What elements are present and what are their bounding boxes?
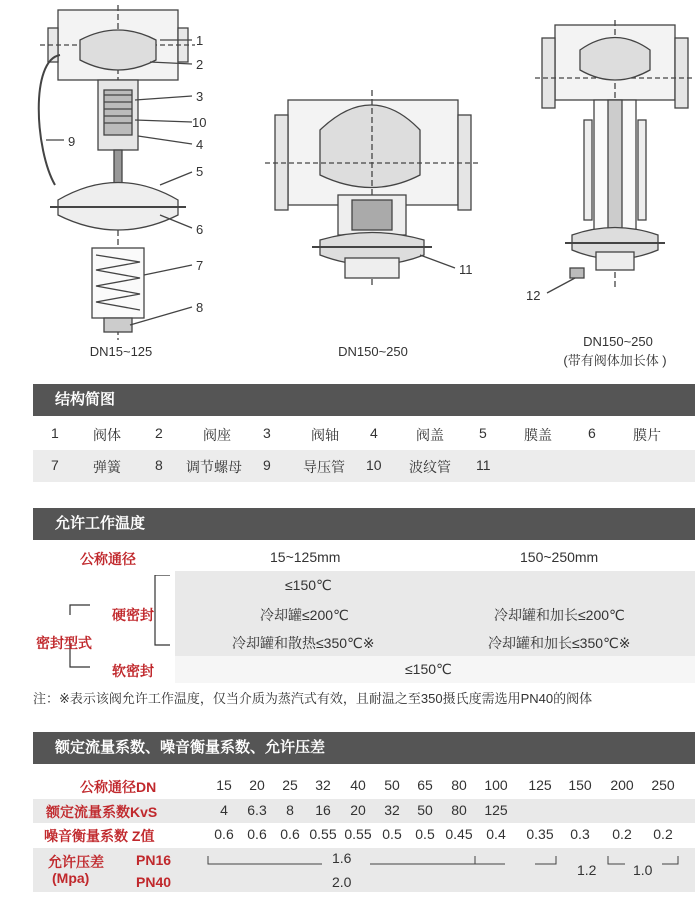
- z-value: 0.55: [344, 826, 372, 842]
- callout-5: 5: [196, 164, 204, 179]
- kvs-value: 125: [484, 802, 508, 818]
- pressure-range-lines: [200, 852, 695, 892]
- pn16-label: PN16: [136, 852, 172, 868]
- part-number: 9: [263, 457, 271, 473]
- z-value: 0.5: [415, 826, 435, 842]
- dn-value: 80: [451, 777, 467, 793]
- structure-row-1: [33, 418, 695, 450]
- z-value: 0.2: [612, 826, 632, 842]
- part-number: 11: [476, 457, 491, 473]
- z-value: 0.35: [526, 826, 554, 842]
- dn-value: 25: [282, 777, 298, 793]
- callout-6: 6: [196, 222, 204, 237]
- temperature-section-title: 允许工作温度: [33, 508, 695, 540]
- kvs-value: 16: [315, 802, 331, 818]
- part-name: 膜盖: [524, 427, 552, 443]
- dn-value: 65: [417, 777, 433, 793]
- dp-unit: (Mpa): [52, 870, 90, 886]
- callout-11: 11: [459, 262, 473, 277]
- dn-row-label: 公称通径DN: [80, 779, 157, 795]
- callout-1: 1: [196, 33, 204, 48]
- part-name: 膜片: [633, 427, 661, 443]
- pn40-dn15-100: 2.0: [332, 874, 352, 890]
- caption-left: DN15~125: [89, 344, 153, 359]
- part-number: 3: [263, 425, 271, 441]
- structure-section-title: 结构简图: [33, 384, 695, 416]
- part-number: 8: [155, 457, 163, 473]
- dp-label: 允许压差: [48, 854, 104, 870]
- kvs-value: 80: [451, 802, 467, 818]
- temp-soft: ≤150℃: [405, 661, 452, 677]
- pn16-dn15-100: 1.6: [332, 850, 352, 866]
- callout-4: 4: [196, 137, 204, 152]
- dn-value: 150: [568, 777, 592, 793]
- temperature-note: 注：※表示该阀允许工作温度，仅当介质为蒸汽式有效，且耐温之至350摄氏度需选用PN40的阀体: [33, 691, 593, 706]
- dp-dn150: 1.2: [577, 862, 597, 878]
- part-number: 2: [155, 425, 163, 441]
- z-value: 0.6: [280, 826, 300, 842]
- callout-9: 9: [68, 134, 76, 149]
- z-row-label: 噪音衡量系数 Z值: [44, 828, 155, 844]
- part-name: 波纹管: [409, 459, 451, 475]
- dn-value: 32: [315, 777, 331, 793]
- temp-hard-row3-col1: 冷却罐和散热≤350℃※: [232, 635, 375, 651]
- z-value: 0.5: [382, 826, 402, 842]
- nominal-diameter-label: 公称通径: [80, 551, 136, 567]
- seal-type-label: 密封型式: [36, 635, 92, 651]
- part-number: 1: [51, 425, 59, 441]
- caption-middle: DN150~250: [338, 344, 408, 359]
- part-name: 弹簧: [93, 459, 121, 475]
- part-name: 阀座: [203, 427, 231, 443]
- caption-right-line1: DN150~250: [583, 334, 653, 349]
- valve-drawings: [0, 0, 695, 380]
- part-number: 6: [588, 425, 596, 441]
- part-name: 阀轴: [311, 427, 339, 443]
- callout-3: 3: [196, 89, 204, 104]
- caption-right-line2: (带有阀体加长体 ): [563, 353, 667, 368]
- kvs-value: 6.3: [247, 802, 267, 818]
- part-number: 10: [366, 457, 382, 473]
- dp-dn200-250: 1.0: [633, 862, 653, 878]
- kvs-value: 32: [384, 802, 400, 818]
- callout-2: 2: [196, 57, 204, 72]
- callout-12: 12: [526, 288, 541, 303]
- dn-value: 200: [610, 777, 634, 793]
- part-number: 7: [51, 457, 59, 473]
- part-number: 5: [479, 425, 487, 441]
- part-name: 阀盖: [416, 427, 444, 443]
- callout-10: 10: [192, 115, 207, 130]
- z-value: 0.45: [445, 826, 473, 842]
- dn-value: 125: [528, 777, 552, 793]
- pn40-label: PN40: [136, 874, 172, 890]
- dn-value: 40: [350, 777, 366, 793]
- part-name: 阀体: [93, 427, 121, 443]
- z-value: 0.6: [214, 826, 234, 842]
- kvs-value: 50: [417, 802, 433, 818]
- part-name: 导压管: [303, 459, 345, 475]
- dn-value: 250: [651, 777, 675, 793]
- structure-row-2: [33, 450, 695, 482]
- z-value: 0.4: [486, 826, 506, 842]
- left-valve-drawing: [39, 5, 195, 340]
- temp-hard-row3-col2: 冷却罐和加长≤350℃※: [488, 635, 631, 651]
- callout-7: 7: [196, 258, 204, 273]
- soft-seal-label: 软密封: [112, 663, 154, 679]
- temp-hard-row2-col2: 冷却罐和加长≤200℃: [494, 607, 625, 623]
- flow-section-title: 额定流量系数、噪音衡量系数、允许压差: [33, 732, 695, 764]
- dn-value: 15: [216, 777, 232, 793]
- kvs-value: 8: [286, 802, 294, 818]
- z-value: 0.55: [309, 826, 337, 842]
- kvs-value: 4: [220, 802, 228, 818]
- kvs-row-label: 额定流量系数KvS: [46, 804, 158, 820]
- temp-col2-header: 150~250mm: [520, 549, 599, 565]
- z-value: 0.6: [247, 826, 267, 842]
- temp-hard-row2-col1: 冷却罐≤200℃: [260, 607, 349, 623]
- temp-hard-row1: ≤150℃: [285, 577, 332, 593]
- dn-value: 50: [384, 777, 400, 793]
- part-number: 4: [370, 425, 378, 441]
- temp-col1-header: 15~125mm: [270, 549, 341, 565]
- part-name: 调节螺母: [186, 459, 242, 475]
- right-valve-drawing: [535, 20, 692, 293]
- valve-drawings-svg: [0, 0, 695, 380]
- middle-valve-drawing: [265, 90, 480, 285]
- dn-value: 20: [249, 777, 265, 793]
- z-value: 0.3: [570, 826, 590, 842]
- hard-seal-label: 硬密封: [112, 607, 154, 623]
- kvs-value: 20: [350, 802, 366, 818]
- callout-8: 8: [196, 300, 204, 315]
- dn-value: 100: [484, 777, 508, 793]
- z-value: 0.2: [653, 826, 673, 842]
